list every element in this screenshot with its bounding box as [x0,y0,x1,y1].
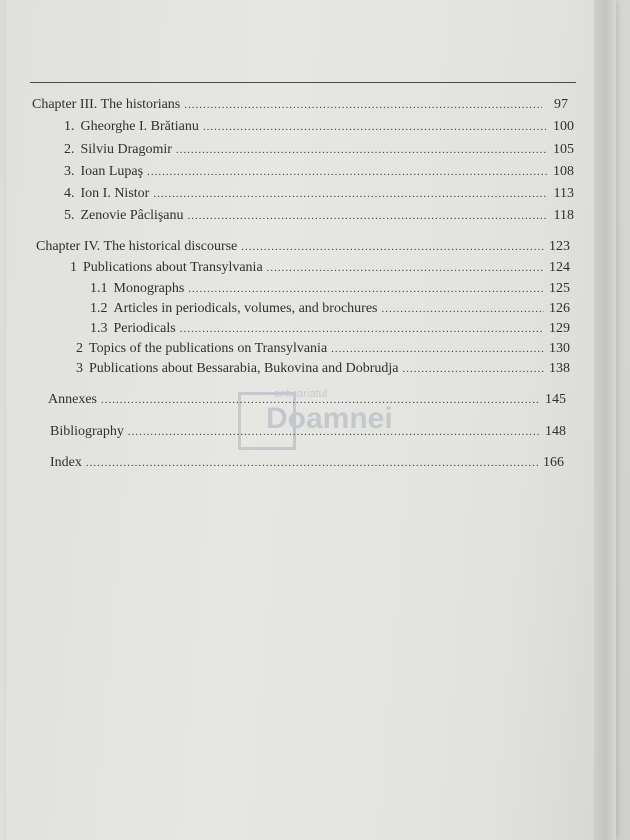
toc-entry-title: Bibliography [50,424,124,439]
toc-leader-dots [267,259,544,277]
toc-leader-dots [203,118,548,136]
toc-entry-nistor [64,185,574,203]
toc-entry-page: 138 [549,361,570,376]
toc-entry-title: Ion I. Nistor [80,186,150,201]
toc-entry-number: 3 [76,361,83,376]
toc-entry-page: 108 [553,164,574,179]
page-curl [594,0,616,840]
toc-entry-chapter-3 [32,96,568,114]
watermark-small-text: anticariatul [274,388,328,400]
toc-entry-number: 1.3 [90,321,108,336]
toc-entry-title: Publications about Bessarabia, Bukovina and Dobrudja [89,361,399,376]
toc-entry-page: 105 [553,142,574,157]
toc-entry-page: 145 [545,392,566,407]
toc-entry-page: 97 [554,97,568,112]
toc-entry-page: 100 [553,119,574,134]
toc-entry-title: Silviu Dragomir [80,142,172,157]
toc-leader-dots [147,163,548,181]
toc-leader-dots [153,185,548,203]
toc-entry-page: 148 [545,424,566,439]
toc-leader-dots [241,238,544,256]
toc-entry-monographs [90,280,570,298]
toc-entry-title: Index [50,455,82,470]
toc-entry-page: 129 [549,321,570,336]
toc-leader-dots [184,96,542,114]
toc-entry-topics [76,340,570,358]
toc-entry-bratianu [64,118,574,136]
toc-entry-title: Zenovie Pâclişanu [80,208,184,223]
toc-entry-number: 1.2 [90,301,108,316]
toc-entry-page: 130 [549,341,570,356]
toc-entry-title: Annexes [48,392,97,407]
toc-entry-page: 126 [549,301,570,316]
toc-entry-title: Topics of the publications on Transylvania [89,341,328,356]
toc-entry-title: Gheorghe I. Brătianu [80,119,199,134]
toc-entry-page: 125 [549,281,570,296]
watermark [238,388,394,458]
toc-leader-dots [331,340,544,358]
toc-entry-page: 113 [553,186,574,201]
toc-entry-number: 5. [64,208,75,223]
toc-entry-paclisanu [64,207,574,225]
toc-entry-title: Periodicals [113,321,176,336]
toc-entry-transylvania [70,259,570,277]
toc-entry-number: 1. [64,119,75,134]
watermark-text: Doamnei [266,402,393,435]
toc-entry-articles [90,300,570,318]
toc-leader-dots [180,320,544,338]
toc-entry-lupas [64,163,574,181]
toc-entry-bessarabia [76,360,570,378]
toc-leader-dots [188,207,548,225]
toc-entry-number: 4. [64,186,75,201]
toc-entry-title: Articles in periodicals, volumes, and brochures [113,301,378,316]
toc-entry-title: Chapter IV. The historical discourse [36,239,238,254]
toc-entry-number: 2. [64,142,75,157]
toc-entry-page: 166 [543,455,564,470]
toc-entry-title: Monographs [113,281,185,296]
toc-leader-dots [403,360,545,378]
toc-entry-periodicals [90,320,570,338]
toc-entry-number: 3. [64,164,75,179]
toc-entry-number: 2 [76,341,83,356]
toc-entry-page: 118 [553,208,574,223]
toc-entry-title: Publications about Transylvania [83,260,263,275]
toc-leader-dots [176,141,548,159]
toc-entry-number: 1.1 [90,281,108,296]
toc-entry-chapter-4 [36,238,570,256]
header-rule [30,82,576,83]
toc-entry-title: Ioan Lupaş [80,164,144,179]
toc-entry-title: Chapter III. The historians [32,97,181,112]
toc-leader-dots [381,300,544,318]
toc-entry-page: 124 [549,260,570,275]
toc-entry-number: 1 [70,260,77,275]
toc-entry-dragomir [64,141,574,159]
toc-entry-page: 123 [549,239,570,254]
toc-leader-dots [188,280,544,298]
